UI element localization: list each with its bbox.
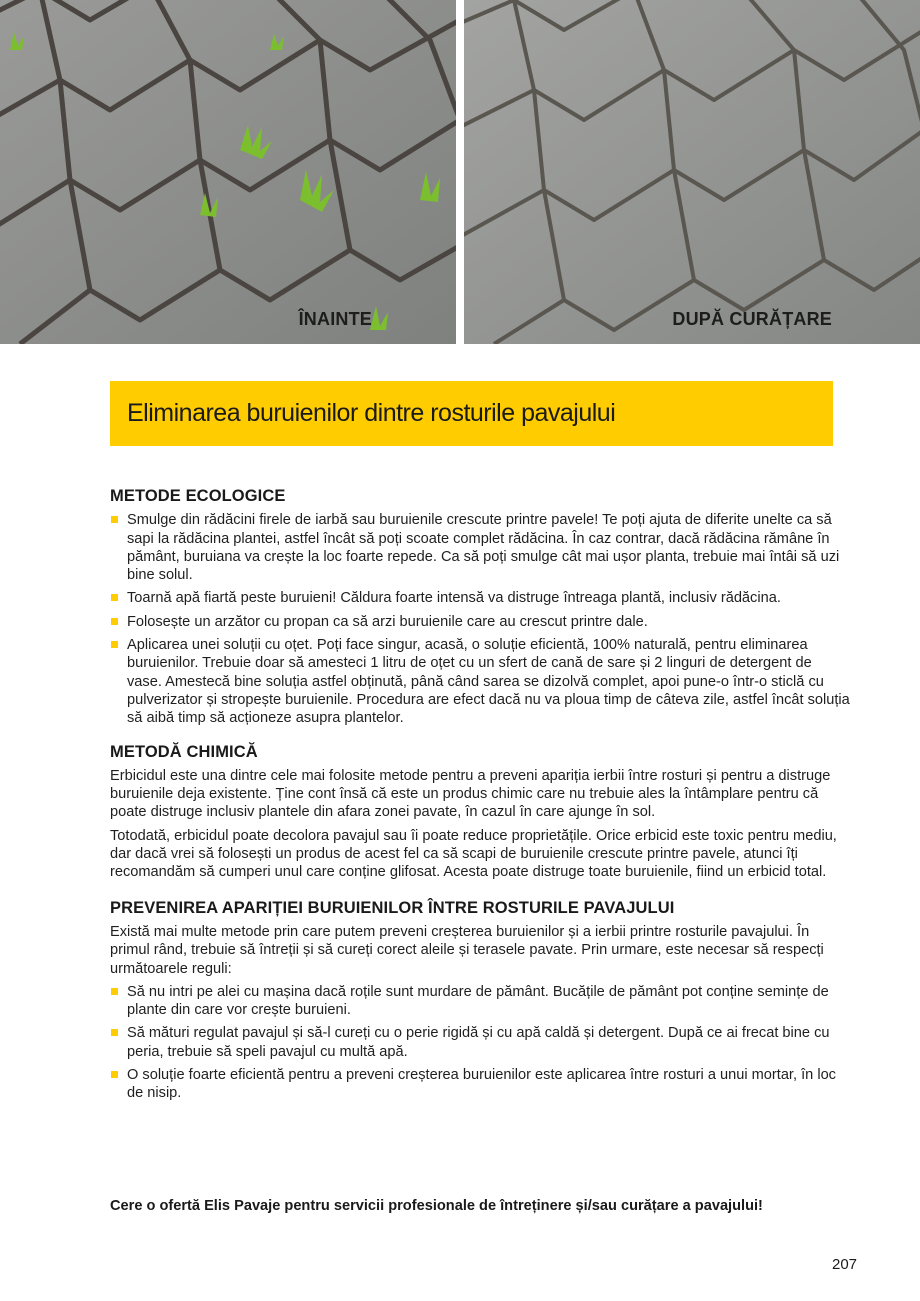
before-label: ÎNAINTE	[298, 309, 372, 329]
photo-before	[0, 0, 456, 344]
page-number: 207	[832, 1256, 858, 1273]
list-item-text: Să nu intri pe alei cu mașina dacă roțile sunt murdare de pământ. Bucățile de pământ pot conține semințe de plante din care vor crește buruieni.	[127, 983, 829, 1019]
list-item-text: O soluție foarte eficientă pentru a preveni creșterea buruienilor este aplicarea între rosturi a unui mortar, în loc de nisip.	[127, 1067, 836, 1102]
article-content	[110, 487, 850, 1108]
list-item-text: Aplicarea unei soluții cu oțet. Poți face singur, acasă, o soluție eficientă, 100% naturală, pentru eliminarea buruienilor. Trebuie doar să amestecі 1 litru de oțet cu un sfert de cană de sare și 2 linguri de detergent de vase. Amestecă bine soluția astfel obținută, până când sarea se dizolvă complet, apoi pune-o într-o sticlă cu pulverizator și stropește buruienile. Procedura are efect dacă nu va ploua timp de câteva zile, astfel încât soluția să aibă timp să acționeze asupra plantelor.	[127, 637, 850, 727]
bullet-square-icon	[111, 988, 118, 995]
after-label: DUPĂ CURĂȚARE	[672, 309, 832, 329]
list-item	[110, 1024, 850, 1061]
bullet-square-icon	[111, 641, 118, 648]
paragraph: Există mai multe metode prin care putem preveni creșterea buruienilor și a ierbii printre rosturile pavajului. În primul rând, trebuie să întreții și să cureți corect aleile și terasele pavate. Prin urmare, este necesar să respecți următoarele reguli:	[110, 923, 824, 977]
call-to-action: Cere o ofertă Elis Pavaje pentru servicii profesionale de întreținere și/sau curățare a pavajului!	[110, 1198, 763, 1214]
section-ecological	[110, 487, 850, 728]
list-item	[110, 983, 850, 1020]
list-item	[110, 511, 850, 584]
bullet-square-icon	[111, 516, 118, 523]
list-item	[110, 1066, 850, 1103]
bullet-square-icon	[111, 1071, 118, 1078]
ecological-list	[110, 511, 850, 727]
list-item-text: Să mături regulat pavajul și să-l cureți cu o perie rigidă și cu apă caldă și detergent. După ce ai frecat bine cu peria, trebuie să speli pavajul cu multă apă.	[127, 1025, 830, 1060]
section-heading: METODE ECOLOGICE	[110, 487, 286, 505]
paving-weeds-image	[0, 0, 456, 344]
bullet-square-icon	[111, 594, 118, 601]
paragraph: Erbicidul este una dintre cele mai folosite metode pentru a preveni apariția ierbii între rosturi și pentru a distruge buruienile deja existente. Ține cont însă că este un produs chimic care nu trebuie ales la întâmplare pentru că poate distruge inclusiv plantele din afara zonei pavate, în cazul în care ajunge în sol.	[110, 767, 831, 821]
list-item	[110, 636, 850, 727]
bullet-square-icon	[111, 618, 118, 625]
clean-paving-image	[464, 0, 920, 344]
bullet-square-icon	[111, 1029, 118, 1036]
section-prevention	[110, 899, 850, 1103]
page-title: Eliminarea buruienilor dintre rosturile pavajului	[127, 399, 616, 427]
list-item	[110, 613, 850, 631]
title-band	[110, 381, 833, 446]
section-heading: PREVENIREA APARIȚIEI BURUIENILOR ÎNTRE ROSTURILE PAVAJULUI	[110, 898, 675, 917]
paragraph: Totodată, erbicidul poate decolora pavajul sau îi poate reduce proprietățile. Orice erbicid este toxic pentru mediu, dar dacă vrei să folosești un produs de acest fel ca să scapi de buruienile crescute printre pavele, atunci îți recomandăm să cumperi unul care conține glifosat. Acesta poate distruge toate buruienile, fiind un erbicid total.	[110, 827, 837, 881]
section-chemical	[110, 743, 850, 882]
section-heading: METODĂ CHIMICĂ	[110, 742, 258, 761]
list-item-text: Toarnă apă fiartă peste buruieni! Căldura foarte intensă va distruge întreaga plantă, inclusiv rădăcina.	[127, 590, 781, 607]
prevention-list	[110, 983, 850, 1103]
photo-after	[464, 0, 920, 344]
list-item	[110, 589, 850, 607]
list-item-text: Folosește un arzător cu propan ca să arzi buruienile care au crescut printre dale.	[127, 613, 648, 630]
list-item-text: Smulge din rădăcini firele de iarbă sau buruienile crescute printre pavele! Te poți ajuta de diferite unelte ca să sapi la rădăcina plantei, astfel încât să poți scoate complet rădăcina. În caz contrar, dacă rădăcina rămâne în pământ, buruiana va crește la loc foarte repede. Ca să poți smulge cât mai ușor planta, trebuie mai întâi să uzi bine solul.	[127, 512, 840, 584]
